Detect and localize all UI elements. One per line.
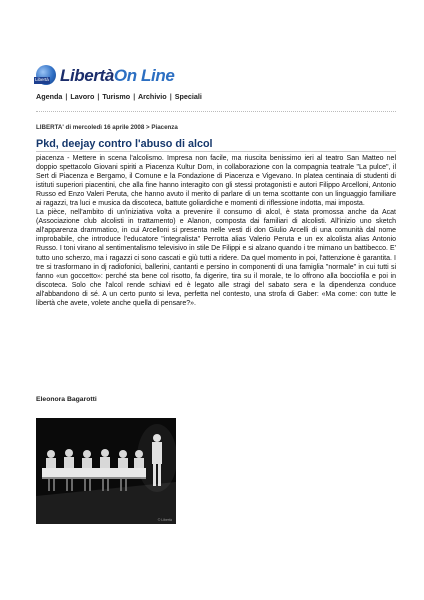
divider (36, 111, 396, 112)
article-body (36, 154, 396, 308)
nav-link-turismo[interactable]: Turismo (102, 92, 131, 101)
photo-credit: © Libertà (157, 518, 172, 522)
nav-link-speciali[interactable]: Speciali (174, 92, 202, 101)
nav-separator: | (97, 92, 100, 101)
nav-link-agenda[interactable]: Agenda (36, 92, 63, 101)
logo-badge: Libertà (35, 77, 49, 82)
title-divider (36, 151, 396, 152)
article-title: Pkd, deejay contro l'abuso di alcol (36, 138, 213, 150)
nav-separator: | (133, 92, 136, 101)
article-paragraph: piacenza - Mettere in scena l'alcolismo. Impresa non facile, ma riuscita benissimo ieri al teatro San Matteo nel doppio spettacolo Giovani spiriti a Piacenza Kultur Dom, in collaborazione con la compagnia teatrale "La pulce", il Sert di Piacenza e Bergamo, il Comune e la Fondazione di Piacenza e Vigevano. In platea centinaia di studenti di istituti superiori piacentini, che alla fine hanno interagito con gli stessi protagonisti e autori Filippo Arcelloni, Antonio Russo ed Enzo Valeri Peruta, che hanno avuto il merito di parlare di un tema scottante con un linguaggio familiare ai ragazzi, tra luci e musica da discoteca, battute goliardiche e momenti di riflessione indotta, mai imposta. (36, 155, 396, 208)
nav-link-lavoro[interactable]: Lavoro (70, 92, 95, 101)
article-dateline: LIBERTA' di mercoledì 16 aprile 2008 > Piacenza (36, 124, 178, 131)
globe-icon (36, 65, 58, 87)
article-paragraph: La pièce, nell'ambito di un'iniziativa volta a prevenire il consumo di alcol, è stata promossa anche da Acat (Associazione club alcolisti in trattamento) e Alanon, composta dai familiari di alcolisti. All'inizio uno sketch all'apparenza drammatico, in cui Arcelloni si presenta nelle vesti di don Giulio Arcelli di una comunità dal nome improbabile, che introduce l'educatore "integralista" Perrotta alias Valerio Peruta e un ex alcolista alias Antonio Russo. I toni virano al sentimentalismo televisivo in stile De Filippi e si alzano quando i tre mimano un battibecco. E' tutto uno scherzo, ma i ragazzi ci sono cascati e giù tutti a ridere. Da quel momento in poi, l'attenzione è garantita. I tre si trasformano in dj radiofonici, ballerini, cantanti e persino in componenti di una famiglia "normale" in cui tutti si fanno «un goccetto»: perché sta bene col risotto, fa digerire, tira su il morale, te lo offrono alla bocciofila e poi in discoteca. Solo che l'alcol rende schiavi ed è legato alle stragi del sabato sera e la dipendenza conduce all'abbandono di sé. A un certo punto si leva, perfetta nel contesto, una strofa di Gaber: «Ma come: con tutte le libertà che avete, volete anche quella di pensare?». (36, 209, 396, 307)
main-nav (36, 92, 204, 101)
nav-separator: | (169, 92, 172, 101)
site-logo[interactable] (36, 63, 226, 89)
nav-link-archivio[interactable]: Archivio (137, 92, 167, 101)
nav-separator: | (65, 92, 68, 101)
logo-name-part1: Libertà (60, 66, 114, 85)
stage-photo-image (36, 418, 176, 524)
logo-wordmark (60, 66, 174, 86)
logo-name-part2: On Line (113, 66, 175, 85)
article-author: Eleonora Bagarotti (36, 396, 97, 403)
article-photo (36, 418, 176, 524)
